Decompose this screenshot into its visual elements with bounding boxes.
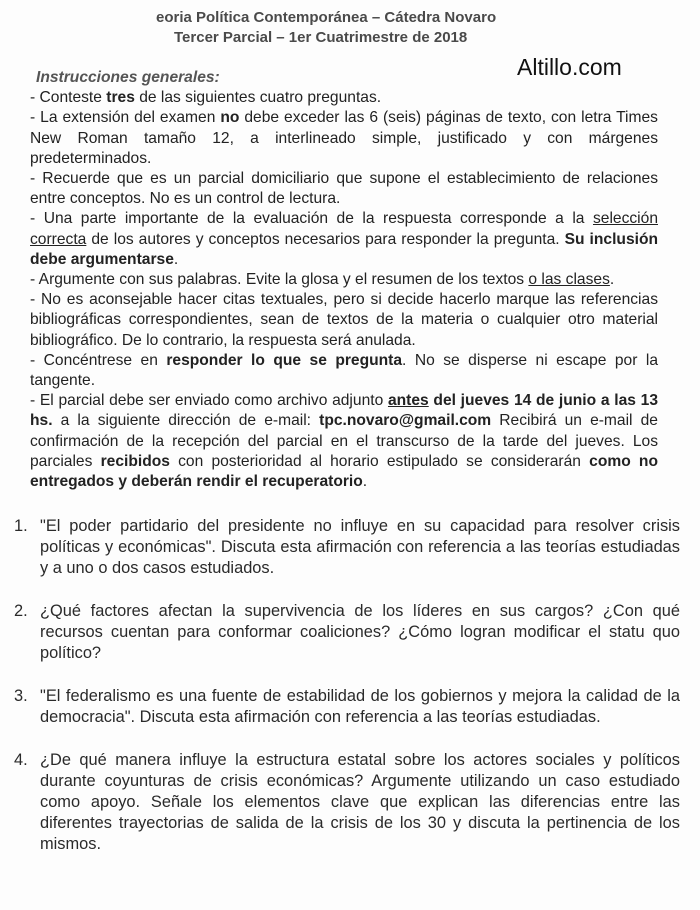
question-text: "El federalismo es una fuente de estabilidad de los gobiernos y mejora la calidad de la democracia". Discuta esta afirmación con referencia a las teorías estudiadas. xyxy=(40,687,680,726)
general-instructions xyxy=(30,68,658,492)
instructions-title: Instrucciones generales: xyxy=(36,69,220,86)
question-text: ¿De qué manera influye la estructura estatal sobre los actores sociales y políticos durante coyunturas de crisis económicas? Argumente utilizando un caso estudiado como apoyo. Señale los elementos clave que explican las diferencias entre las diferentes trayectorias de salida de la crisis de los 30 y discuta la pertinencia de los mismos. xyxy=(40,751,680,853)
question-3 xyxy=(14,686,680,728)
instruction-item: - Conteste tres de las siguientes cuatro preguntas. xyxy=(30,89,382,107)
instruction-item: - Concéntrese en responder lo que se pregunta. No se disperse ni escape por la tangente. xyxy=(30,351,659,390)
question-text: ¿Qué factores afectan la supervivencia de los líderes en sus cargos? ¿Con qué recursos cuentan para conformar coaliciones? ¿Cómo logran modificar el statu quo político? xyxy=(40,602,680,662)
question-2 xyxy=(14,601,680,664)
exam-questions xyxy=(14,516,680,877)
question-text: "El poder partidario del presidente no influye en su capacidad para resolver crisis políticas y económicas". Discuta esta afirmación con referencia a las teorías estudiadas y a uno o dos casos estudiados. xyxy=(40,517,680,577)
instruction-item: - La extensión del examen no debe exceder las 6 (seis) páginas de texto, con letra Times New Roman tamaño 12, a interlineado simple, justificado y con márgenes predeterminados. xyxy=(30,109,658,167)
instruction-item: - Argumente con sus palabras. Evite la glosa y el resumen de los textos o las clases. xyxy=(30,271,615,289)
contact-email: tpc.novaro@gmail.com xyxy=(319,412,492,430)
question-number: 3. xyxy=(14,687,28,705)
question-number: 2. xyxy=(14,602,28,620)
instruction-item: - Recuerde que es un parcial domiciliario que supone el establecimiento de relaciones entre conceptos. No es un control de lectura. xyxy=(30,170,658,208)
instruction-item: - No es aconsejable hacer citas textuales, pero si decide hacerlo marque las referencias bibliográficas correspondientes, sean de textos de la materia o cualquier otro material bibliográfico. De lo contrario, la respuesta será anulada. xyxy=(30,291,658,349)
question-number: 4. xyxy=(14,751,28,769)
site-watermark: Altillo.com xyxy=(517,54,622,80)
exam-title: Tercer Parcial – 1er Cuatrimestre de 2018 xyxy=(174,29,468,46)
exam-header xyxy=(150,8,550,48)
question-1 xyxy=(14,516,680,579)
instruction-item: - El parcial debe ser enviado como archivo adjunto antes del jueves 14 de junio a las 13 hs. a la siguiente dirección de e-mail: tpc.novaro@gmail.com Recibirá un e-mail de confirmación de la recepción del parcial en el transcurso de la tarde del jueves. Los parciales recibidos con posterioridad al horario estipulado se considerarán como no entregados y deberán rendir el recuperatorio. xyxy=(30,392,658,491)
course-title: eoria Política Contemporánea – Cátedra Novaro xyxy=(156,9,497,26)
instruction-item: - Una parte importante de la evaluación de la respuesta corresponde a la selección correcta de los autores y conceptos necesarios para responder la pregunta. Su inclusión debe argumentarse. xyxy=(30,210,658,268)
question-4 xyxy=(14,750,680,855)
question-number: 1. xyxy=(14,517,28,535)
